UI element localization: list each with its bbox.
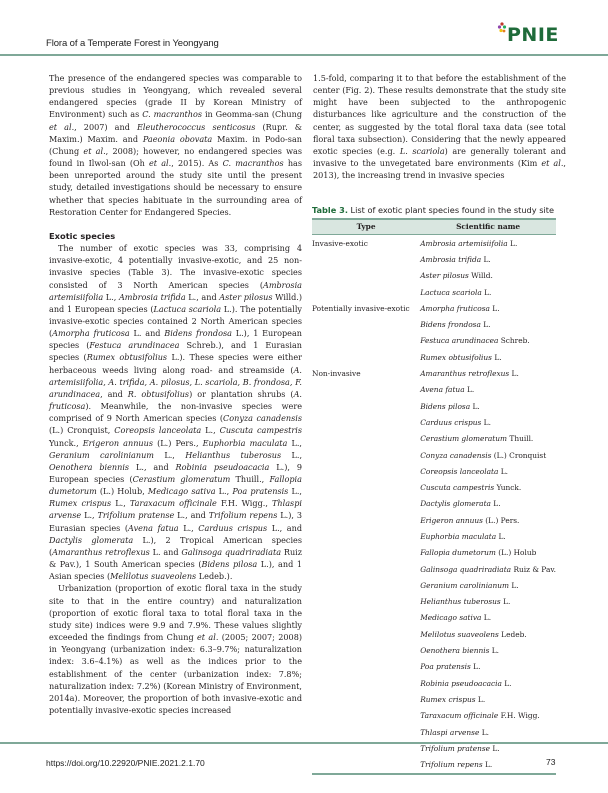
doi-link[interactable]: https://doi.org/10.22920/PNIE.2021.2.1.70	[46, 758, 205, 768]
table-3	[312, 205, 556, 775]
table-row	[312, 577, 556, 593]
species-author: L.	[479, 727, 489, 737]
scientific-name-cell	[420, 626, 556, 642]
species-name: Oenothera biennis	[420, 646, 490, 656]
scientific-name-cell	[420, 724, 556, 740]
species-name: Trifolium repens	[420, 760, 483, 770]
type-cell	[312, 642, 420, 658]
table-row	[312, 757, 556, 774]
table-row	[312, 659, 556, 675]
type-cell	[312, 284, 420, 300]
table-row	[312, 414, 556, 430]
species-author: L.	[496, 531, 506, 541]
species-name: Rumex crispus	[420, 694, 476, 704]
species-author: L.	[481, 287, 492, 297]
scientific-name-cell	[420, 251, 556, 267]
table-row	[312, 561, 556, 577]
journal-logo: PNIE	[507, 24, 559, 46]
type-cell	[312, 496, 420, 512]
scientific-name-cell	[420, 561, 556, 577]
species-name: Poa pratensis	[420, 662, 471, 672]
scientific-name-cell	[420, 365, 556, 381]
species-author: L.	[490, 499, 501, 509]
scientific-name-cell	[420, 757, 556, 774]
scientific-name-cell	[420, 577, 556, 593]
scientific-name-cell	[420, 431, 556, 447]
type-cell	[312, 431, 420, 447]
species-author: L.	[501, 678, 512, 688]
scientific-name-cell	[420, 463, 556, 479]
page-header	[0, 0, 608, 60]
species-author: L.	[481, 254, 491, 264]
table-row	[312, 463, 556, 479]
species-name: Bidens pilosa	[420, 401, 471, 411]
left-column	[49, 72, 302, 716]
type-cell	[312, 479, 420, 495]
type-cell	[312, 691, 420, 707]
type-cell	[312, 659, 420, 675]
table-row	[312, 333, 556, 349]
species-author: L.	[481, 613, 492, 623]
species-author: (L.) Pers.	[482, 515, 520, 525]
table-row	[312, 675, 556, 691]
scientific-name-cell	[420, 496, 556, 512]
type-cell	[312, 382, 420, 398]
table-header-row	[312, 219, 556, 235]
type-cell	[312, 414, 420, 430]
type-cell: Potentially invasive-exotic	[312, 303, 410, 313]
species-author: Willd.	[468, 271, 493, 281]
table-row	[312, 382, 556, 398]
scientific-name-cell	[420, 479, 556, 495]
species-author: L.	[491, 352, 502, 362]
species-name: Ambrosia artemisiifolia	[420, 238, 508, 248]
species-name: Conyza canadensis	[420, 450, 492, 460]
type-cell	[312, 757, 420, 774]
species-author: L.	[475, 694, 486, 704]
table-row	[312, 398, 556, 414]
species-name: Galinsoga quadriradiata	[420, 564, 512, 574]
species-name: Robinia pseudoacacia	[420, 678, 502, 688]
species-name: Trifolium pratense	[420, 743, 491, 753]
column-header-scientific-name: Scientific name	[456, 222, 521, 231]
scientific-name-cell	[420, 642, 556, 658]
scientific-name-cell	[420, 398, 556, 414]
species-author: L.	[500, 597, 511, 607]
scientific-name-cell	[420, 268, 556, 284]
scientific-name-cell	[420, 447, 556, 463]
type-cell	[312, 512, 420, 528]
species-name: Melilotus suaveolens	[420, 629, 499, 639]
type-cell	[312, 398, 420, 414]
type-cell	[312, 577, 420, 593]
species-name: Lactuca scariola	[420, 287, 482, 297]
species-name: Amorpha fruticosa	[420, 303, 490, 313]
species-name: Thlaspi arvense	[420, 727, 480, 737]
species-name: Amaranthus retroflexus	[420, 369, 510, 379]
type-cell	[312, 463, 420, 479]
table-row	[312, 724, 556, 740]
type-cell	[312, 333, 420, 349]
scientific-name-cell	[420, 300, 556, 316]
paragraph-endangered-species: The presence of the endangered species was comparable to previous studies in Yeongyang, which revealed several endangered species (grade II by Korean Ministry of Environment) such as C. macranthos in Geomma-san (Chung et al., 2007) and Eleutherococcus senticosus (Rupr. & Maxim.) Maxim. and Paeonia obovata Maxim. in Podo-san (Chung et al., 2008); however, no endangered species was found in Ilwol-san (Oh et al., 2015). As C. macranthos has been unreported around the study site until the present study, detailed investigations should be necessary to ensure whether that species habituate in the surrounding area of Restoration Center for Endangered Species.	[49, 73, 303, 217]
species-name: Geranium carolinianum	[420, 580, 509, 590]
type-cell: Non-invasive	[312, 369, 361, 379]
type-cell	[312, 268, 420, 284]
scientific-name-cell	[420, 675, 556, 691]
footer-divider	[0, 742, 608, 744]
type-cell	[312, 724, 420, 740]
table-row	[312, 708, 556, 724]
species-author: L.	[480, 320, 491, 330]
table-caption-label: Table 3.	[312, 205, 348, 215]
type-cell	[312, 528, 420, 544]
species-author: L.	[470, 662, 481, 672]
species-author: L.	[470, 401, 480, 411]
paragraph-exotic-species: The number of exotic species was 33, comprising 4 invasive-exotic, 4 potentially invasive-exotic, and 25 non-invasive species (Table 3). The invasive-exotic species consisted of 3 North American species (Ambrosia artemisiifolia L., Ambrosia trifida L., and Aster pilosus Willd.) and 1 European species (Lactuca scariola L.). The potentially invasive-exotic species contained 2 North American species (Amorpha fruticosa L. and Bidens frondosa L.), 1 European species (Festuca arundinacea Schreb.), and 1 Eurasian species (Rumex obtusifolius L.). These species were either herbaceous weeds living along road- and streamside (A. artemisiifolia, A. trifida, A. pilosus, L. scariola, B. frondosa, F. arundinacea, and R. obtusifolius) or plantation shrubs (A. fruticosa). Meanwhile, the non-invasive species were comprised of 9 North American species (Conyza canadensis (L.) Cronquist, Coreopsis lanceolata L., Cuscuta campestris Yunck., Erigeron annuus (L.) Pers., Euphorbia maculata L., Geranium carolinianum L., Helianthus tuberosus L., Oenothera biennis L., and Robinia pseudoacacia L.), 9 European species (Cerastium glomeratum Thuill., Fallopia dumetorum (L.) Holub, Medicago sativa L., Poa pratensis L., Rumex crispus L., Taraxacum officinale F.H. Wigg., Thlaspi arvense L., Trifolium pratense L., and Trifolium repens L.), 3 Eurasian species (Avena fatua L., Carduus crispus L., and Dactylis glomerata L.), 2 Tropical American species (Amaranthus retroflexus L. and Galinsoga quadriradiata Ruiz & Pav.), 1 South American species (Bidens pilosa L.), and 1 Asian species (Melilotus suaveolens Ledeb.).	[49, 243, 303, 582]
table-row	[312, 642, 556, 658]
scientific-name-cell	[420, 691, 556, 707]
species-name: Erigeron annuus	[420, 515, 483, 525]
species-author: Ruiz & Pav.	[511, 564, 556, 574]
type-cell	[312, 316, 420, 332]
species-author: (L.) Holub	[495, 548, 537, 558]
species-author: L.	[509, 580, 519, 590]
species-author: L.	[481, 417, 491, 427]
species-author: L.	[498, 466, 508, 476]
type-cell	[312, 561, 420, 577]
table-row	[312, 496, 556, 512]
table-row	[312, 545, 556, 561]
species-author: Ledeb.	[498, 629, 527, 639]
species-author: F.H. Wigg.	[498, 711, 540, 721]
scientific-name-cell	[420, 610, 556, 626]
table-row	[312, 268, 556, 284]
scientific-name-cell	[420, 545, 556, 561]
table-row	[312, 447, 556, 463]
scientific-name-cell	[420, 316, 556, 332]
species-name: Festuca arundinacea	[420, 336, 499, 346]
table-row	[312, 284, 556, 300]
scientific-name-cell	[420, 333, 556, 349]
species-name: Rumex obtusifolius	[420, 352, 492, 362]
scientific-name-cell	[420, 382, 556, 398]
table-row	[312, 479, 556, 495]
species-name: Euphorbia maculata	[420, 531, 497, 541]
paragraph-urbanization: Urbanization (proportion of exotic floral taxa in the study site to that in the entire country) and naturalization (proportion of exotic floral taxa to total floral taxa in the study site) indices were 9.9 and 7.9%. These values slightly exceeded the findings from Chung et al. (2005; 2007; 2008) in Yeongyang (urbanization index: 6.3–9.7%; naturalization index: 3.6–4.1%) as well as the indices prior to the establishment of the center (urbanization index: 7.8%; naturalization index: 7.2%) (Korean Ministry of Environment, 2014a). Moreover, the proportion of both invasive-exotic and potentially invasive-exotic species increased	[49, 583, 303, 715]
species-author: Yunck.	[494, 483, 522, 493]
table-row	[312, 431, 556, 447]
species-author: L.	[489, 303, 500, 313]
species-author: (L.) Cronquist	[491, 450, 547, 460]
species-author: L.	[490, 743, 500, 753]
table-caption-text: List of exotic plant species found in the study site	[347, 205, 554, 215]
pnie-logo-flower-icon	[497, 22, 507, 34]
column-header-type: Type	[356, 222, 376, 231]
right-column	[313, 72, 566, 181]
table-row	[312, 235, 556, 252]
scientific-name-cell	[420, 708, 556, 724]
type-cell	[312, 675, 420, 691]
table-row	[312, 300, 556, 316]
species-name: Bidens frondosa	[420, 320, 481, 330]
exotic-species-table	[312, 218, 556, 775]
scientific-name-cell	[420, 284, 556, 300]
type-cell	[312, 626, 420, 642]
species-name: Avena fatua	[420, 385, 465, 395]
type-cell	[312, 349, 420, 365]
species-author: Schreb.	[498, 336, 530, 346]
scientific-name-cell	[420, 235, 556, 252]
species-name: Cuscuta campestris	[420, 483, 495, 493]
section-heading-exotic-species: Exotic species	[49, 230, 116, 241]
table-row	[312, 610, 556, 626]
page-number: 73	[546, 757, 556, 767]
table-row	[312, 528, 556, 544]
species-author: L.	[464, 385, 475, 395]
scientific-name-cell	[420, 349, 556, 365]
type-cell	[312, 708, 420, 724]
table-caption	[312, 205, 556, 215]
table-row	[312, 512, 556, 528]
species-name: Helianthus tuberosus	[420, 597, 501, 607]
table-row	[312, 316, 556, 332]
type-cell	[312, 594, 420, 610]
running-title: Flora of a Temperate Forest in Yeongyang	[46, 38, 219, 49]
species-name: Taraxacum officinale	[420, 711, 499, 721]
species-name: Fallopia dumetorum	[420, 548, 496, 558]
table-row	[312, 349, 556, 365]
paragraph-continuation: 1.5-fold, comparing it to that before the establishment of the center (Fig. 2). These results demonstrate that the study site might have been subjected to the anthropogenic disturbances like agriculture and the construction of the center, as suggested by the total floral taxa data (see total floral taxa subsection). Considering that the newly appeared exotic species (e.g. L. scariola) are generally tolerant and invasive to the unvegetated bare environments (Kim et al., 2013), the increasing trend in invasive species	[313, 73, 566, 181]
type-cell	[312, 545, 420, 561]
species-name: Coreopsis lanceolata	[420, 466, 499, 476]
species-name: Aster pilosus	[420, 271, 469, 281]
species-name: Medicago sativa	[420, 613, 482, 623]
table-row	[312, 691, 556, 707]
table-row	[312, 626, 556, 642]
type-cell	[312, 610, 420, 626]
scientific-name-cell	[420, 528, 556, 544]
species-author: Thuill.	[507, 434, 534, 444]
type-cell: Invasive-exotic	[312, 238, 368, 248]
species-author: L.	[507, 238, 518, 248]
type-cell	[312, 447, 420, 463]
species-author: L.	[509, 369, 519, 379]
species-author: L.	[482, 760, 493, 770]
table-row	[312, 594, 556, 610]
table-body	[312, 235, 556, 774]
species-author: L.	[489, 646, 500, 656]
species-name: Carduus crispus	[420, 417, 482, 427]
species-name: Dactylis glomerata	[420, 499, 491, 509]
species-name: Ambrosia trifida	[420, 254, 482, 264]
scientific-name-cell	[420, 414, 556, 430]
table-row	[312, 251, 556, 267]
scientific-name-cell	[420, 659, 556, 675]
species-name: Cerastium glomeratum	[420, 434, 508, 444]
type-cell	[312, 251, 420, 267]
header-divider	[0, 54, 608, 56]
scientific-name-cell	[420, 594, 556, 610]
table-row	[312, 365, 556, 381]
scientific-name-cell	[420, 512, 556, 528]
